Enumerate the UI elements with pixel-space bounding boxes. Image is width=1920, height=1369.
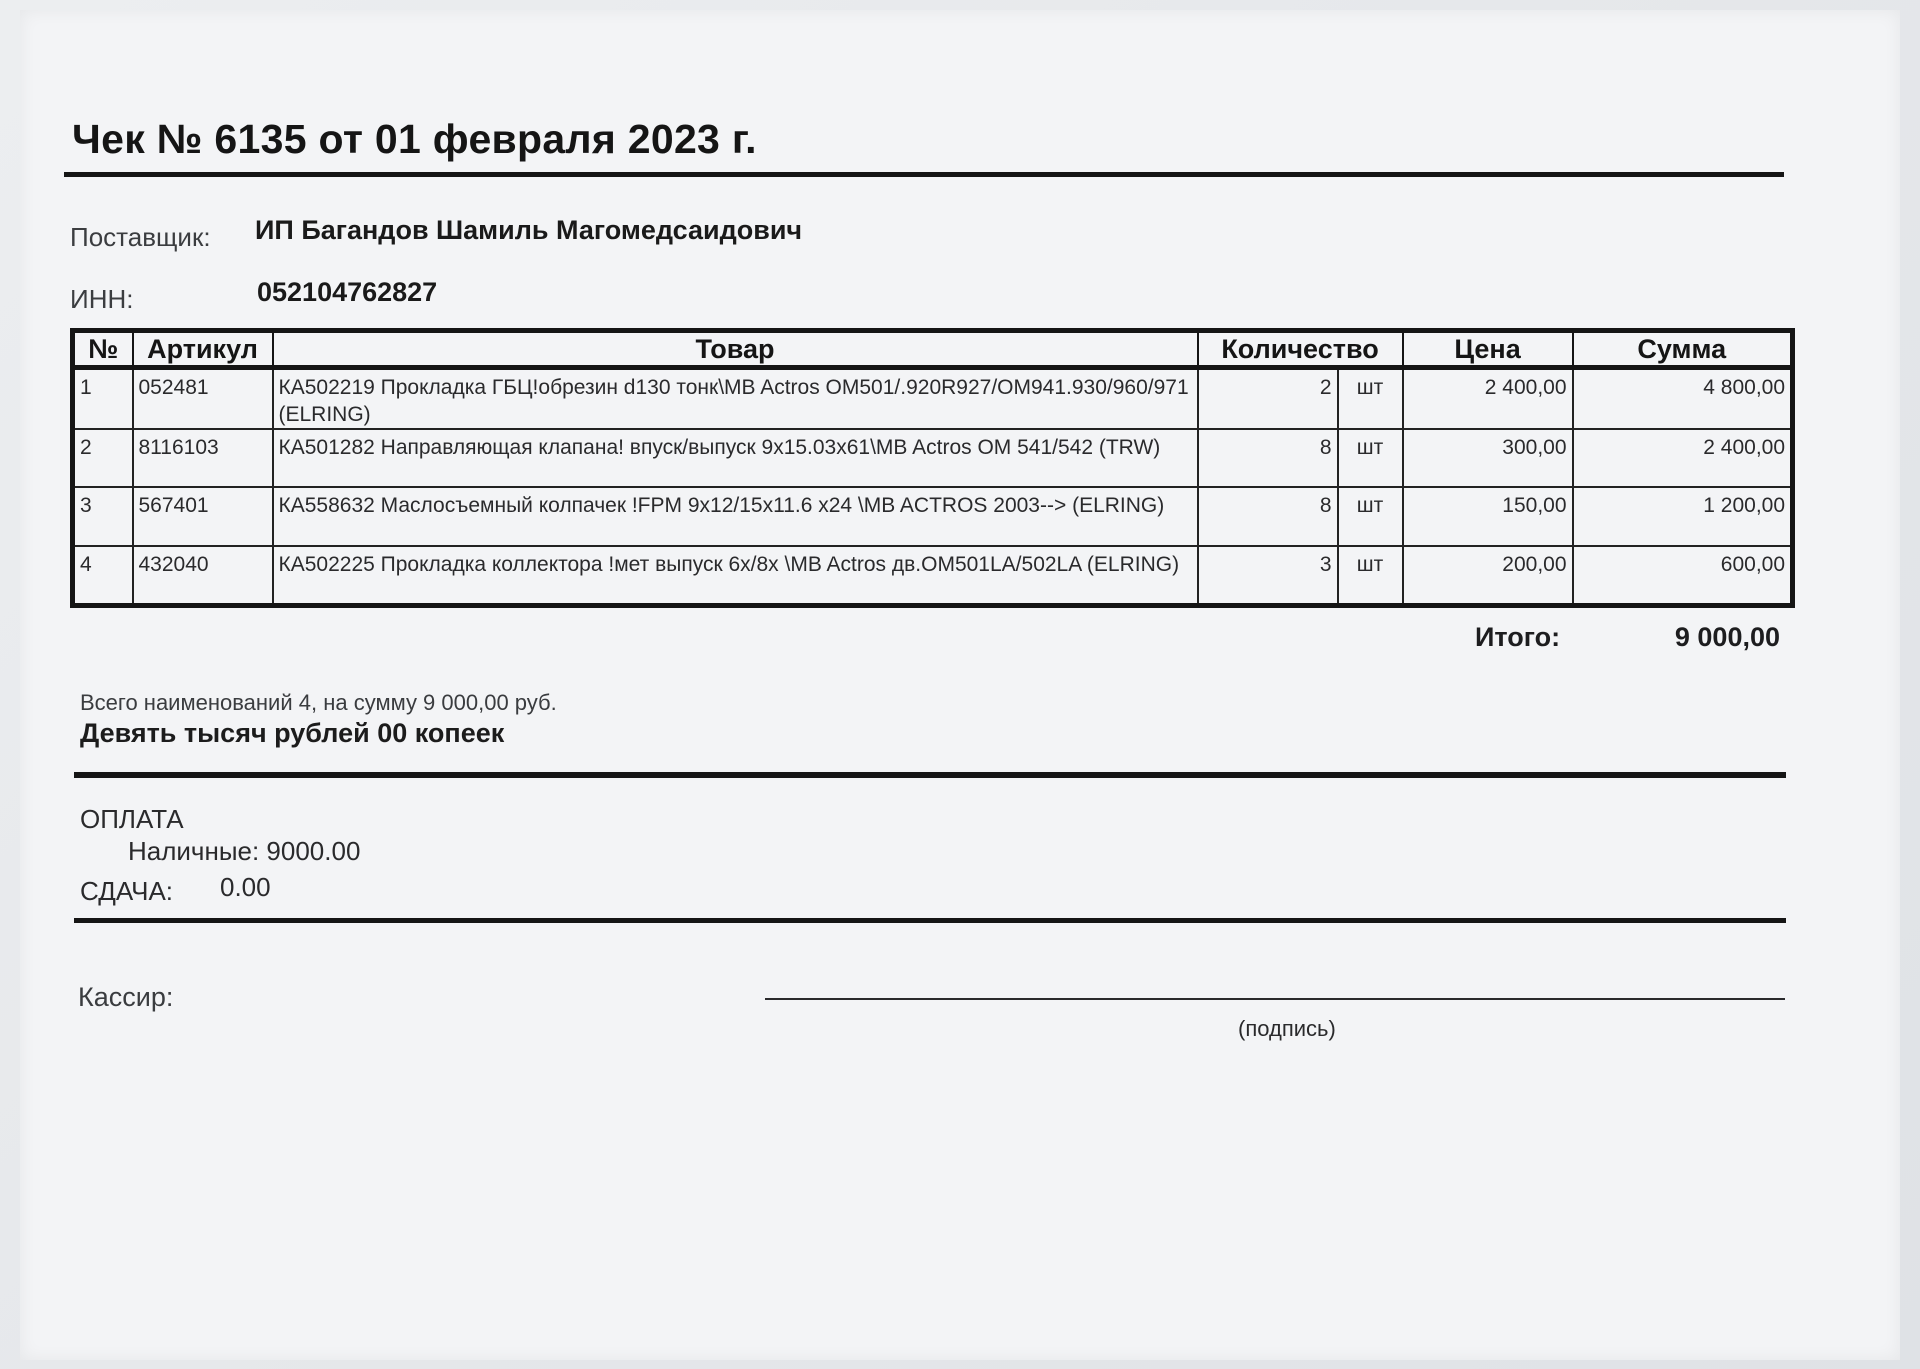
row-price: 2 400,00 <box>1403 368 1573 430</box>
table-row <box>73 429 1793 487</box>
row-article: 432040 <box>133 546 273 606</box>
row-num: 4 <box>73 546 133 606</box>
row-sum: 1 200,00 <box>1573 487 1793 545</box>
row-article: 052481 <box>133 368 273 430</box>
row-num: 2 <box>73 429 133 487</box>
header-product: Товар <box>273 331 1198 368</box>
row-unit: шт <box>1338 487 1403 545</box>
change-label: СДАЧА: <box>80 876 174 906</box>
row-article: 8116103 <box>133 429 273 487</box>
row-price: 150,00 <box>1403 487 1573 545</box>
row-qty: 8 <box>1198 429 1338 487</box>
table-header-row <box>73 331 1793 368</box>
inn-value: 052104762827 <box>257 277 438 307</box>
inn-label: ИНН: <box>70 284 134 314</box>
items-table <box>70 328 1795 608</box>
supplier-label: Поставщик: <box>70 222 211 252</box>
row-price: 200,00 <box>1403 546 1573 606</box>
header-price: Цена <box>1403 331 1573 368</box>
receipt-sheet <box>20 10 1900 1360</box>
row-product: КА501282 Направляющая клапана! впуск/выпуск 9x15.03x61\MB Actros OM 541/542 (TRW) <box>273 429 1198 487</box>
row-sum: 600,00 <box>1573 546 1793 606</box>
row-qty: 3 <box>1198 546 1338 606</box>
receipt-title: Чек № 6135 от 01 февраля 2023 г. <box>72 116 757 162</box>
table-row <box>73 487 1793 545</box>
payment-divider <box>74 772 1786 778</box>
title-divider <box>64 172 1784 177</box>
row-sum: 4 800,00 <box>1573 368 1793 430</box>
total-label: Итого: <box>1475 622 1561 652</box>
row-num: 1 <box>73 368 133 430</box>
row-unit: шт <box>1338 546 1403 606</box>
items-summary: Всего наименований 4, на сумму 9 000,00 руб. <box>80 690 557 715</box>
payment-cash: Наличные: 9000.00 <box>128 836 361 866</box>
row-unit: шт <box>1338 429 1403 487</box>
supplier-value: ИП Багандов Шамиль Магомедсаидович <box>255 215 803 245</box>
signature-line <box>765 998 1785 1000</box>
signature-caption: (подпись) <box>1238 1016 1336 1041</box>
total-value: 9 000,00 <box>1674 622 1780 652</box>
row-product: КА558632 Маслосъемный колпачек !FPM 9x12/15x11.6 x24 \MB ACTROS 2003--> (ELRING) <box>273 487 1198 545</box>
header-num: № <box>73 331 133 368</box>
header-sum: Сумма <box>1573 331 1793 368</box>
row-sum: 2 400,00 <box>1573 429 1793 487</box>
change-value: 0.00 <box>220 872 271 902</box>
payment-heading: ОПЛАТА <box>80 804 184 834</box>
signature-divider <box>74 918 1786 923</box>
header-article: Артикул <box>133 331 273 368</box>
row-product: КА502219 Прокладка ГБЦ!обрезин d130 тонк\MB Actros OM501/.920R927/OM941.930/960/971 (ELRING) <box>273 368 1198 430</box>
amount-in-words: Девять тысяч рублей 00 копеек <box>80 718 505 748</box>
row-article: 567401 <box>133 487 273 545</box>
table-row <box>73 368 1793 430</box>
row-num: 3 <box>73 487 133 545</box>
row-unit: шт <box>1338 368 1403 430</box>
cashier-label: Кассир: <box>78 982 174 1012</box>
row-price: 300,00 <box>1403 429 1573 487</box>
row-qty: 2 <box>1198 368 1338 430</box>
row-qty: 8 <box>1198 487 1338 545</box>
header-quantity: Количество <box>1198 331 1403 368</box>
table-row <box>73 546 1793 606</box>
row-product: КА502225 Прокладка коллектора !мет выпуск 6x/8x \MB Actros дв.OM501LA/502LA (ELRING) <box>273 546 1198 606</box>
